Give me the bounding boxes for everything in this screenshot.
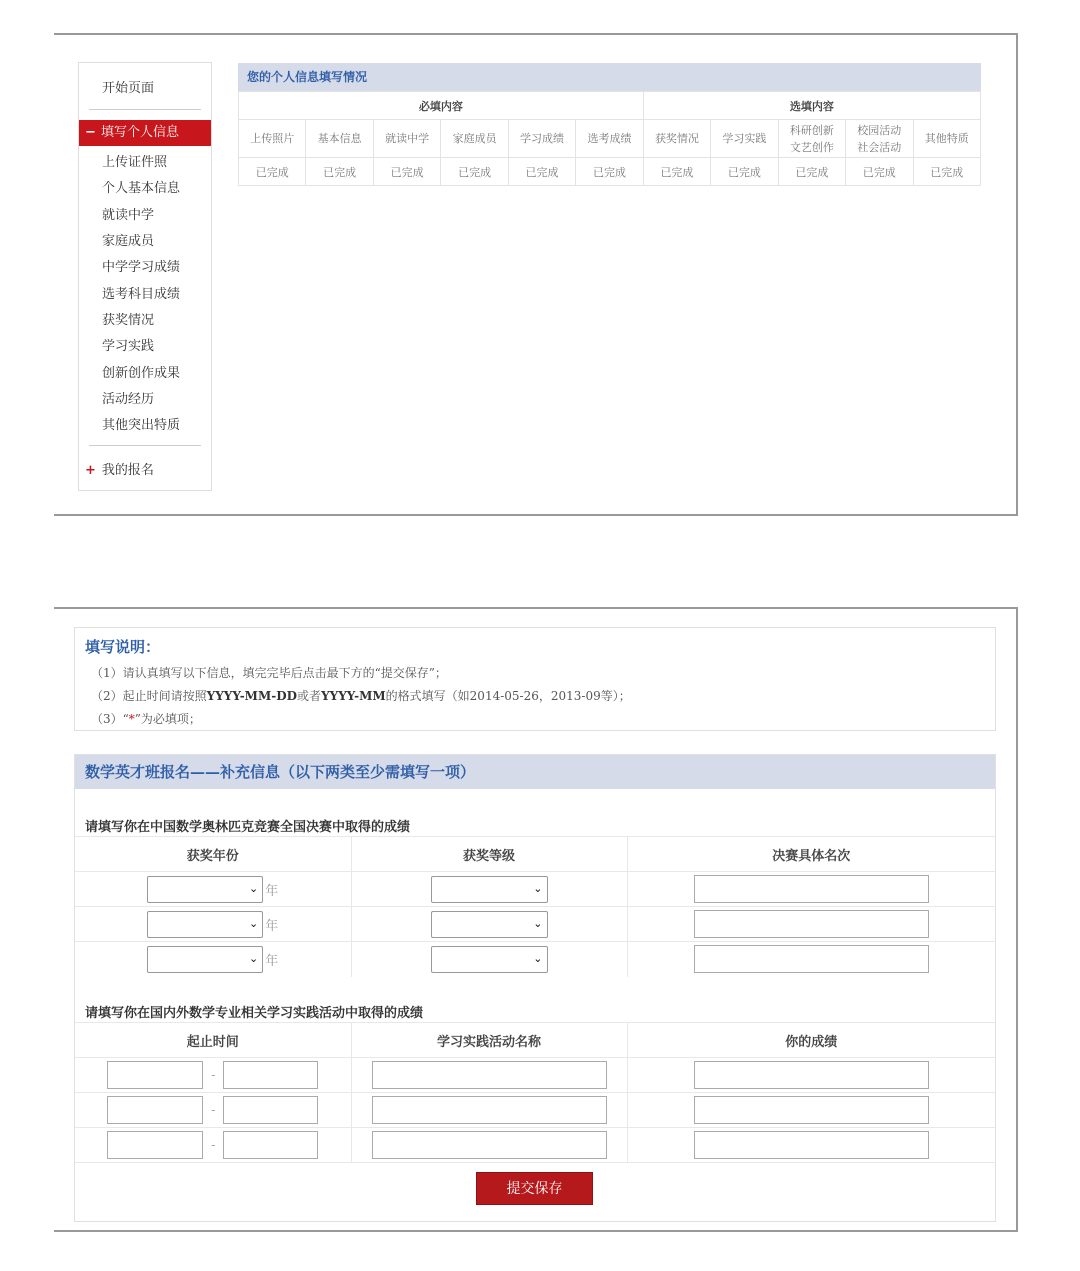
column-header: 决赛具体名次 [627, 837, 995, 872]
sidebar-subitem[interactable]: 中学学习成绩 [102, 260, 181, 275]
award-level-select[interactable] [431, 946, 548, 973]
sidebar-item-label: 我的报名 [101, 463, 154, 478]
column-header: 获奖情况 [643, 120, 710, 158]
sidebar-subitem[interactable]: 其他突出特质 [102, 418, 181, 433]
result-cell [627, 1093, 995, 1128]
level-cell [351, 907, 627, 942]
status-value: 已完成 [239, 158, 306, 186]
supplement-form [74, 754, 996, 1222]
date-range-cell [75, 1058, 351, 1093]
status-value: 已完成 [576, 158, 643, 186]
final-rank-input[interactable] [694, 945, 929, 973]
activity-name-input[interactable] [372, 1096, 607, 1124]
chevron-down-icon: ⌄ [249, 881, 259, 895]
column-header: 上传照片 [239, 120, 306, 158]
year-cell [75, 942, 351, 977]
instructions-box [74, 627, 996, 731]
final-rank-input[interactable] [694, 910, 929, 938]
column-header: 获奖等级 [351, 837, 627, 872]
award-level-select[interactable] [431, 876, 548, 903]
column-header: 起止时间 [75, 1023, 351, 1058]
date-range-cell [75, 1093, 351, 1128]
status-panel [238, 63, 981, 186]
practice-table [75, 1022, 995, 1164]
award-level-select[interactable] [431, 911, 548, 938]
column-header: 就读中学 [373, 120, 440, 158]
year-cell [75, 872, 351, 907]
chevron-down-icon: ⌄ [533, 881, 543, 895]
sidebar-subitem[interactable]: 上传证件照 [102, 155, 168, 170]
sidebar-item-fill-info[interactable] [79, 120, 211, 146]
level-cell [351, 942, 627, 977]
activity-cell [351, 1058, 627, 1093]
rank-cell [627, 907, 995, 942]
form-screenshot [54, 607, 1018, 1232]
sidebar-subitem[interactable]: 个人基本信息 [102, 181, 181, 196]
olympiad-table [75, 836, 995, 977]
rank-cell [627, 942, 995, 977]
year-suffix: 年 [265, 883, 279, 899]
sidebar-divider [89, 445, 201, 446]
start-date-input[interactable] [107, 1131, 203, 1159]
year-cell [75, 907, 351, 942]
start-date-input[interactable] [107, 1061, 203, 1089]
column-header: 获奖年份 [75, 837, 351, 872]
section-title-practice: 请填写你在国内外数学专业相关学习实践活动中取得的成绩 [85, 1006, 424, 1021]
sidebar-divider [89, 109, 201, 110]
column-header: 学习实践活动名称 [351, 1023, 627, 1058]
award-year-select[interactable] [147, 911, 263, 938]
status-value: 已完成 [846, 158, 913, 186]
award-year-select[interactable] [147, 946, 263, 973]
required-group-header: 必填内容 [239, 92, 644, 120]
range-dash: - [211, 1068, 216, 1082]
sidebar-subitem[interactable]: 活动经历 [102, 392, 155, 407]
instructions-title: 填写说明： [85, 638, 161, 656]
year-suffix: 年 [265, 918, 279, 934]
optional-group-header: 选填内容 [643, 92, 980, 120]
column-header: 科研创新 文艺创作 [778, 120, 845, 158]
status-title: 您的个人信息填写情况 [238, 63, 981, 91]
status-value: 已完成 [643, 158, 710, 186]
column-header: 基本信息 [306, 120, 373, 158]
result-cell [627, 1128, 995, 1163]
result-input[interactable] [694, 1096, 929, 1124]
column-header: 校园活动 社会活动 [846, 120, 913, 158]
chevron-down-icon: ⌄ [533, 916, 543, 930]
instruction-line: （2）起止时间请按照YYYY-MM-DD或者YYYY-MM的格式填写（如2014-05-26，2013-09等）； [91, 689, 631, 703]
chevron-down-icon: ⌄ [249, 951, 259, 965]
activity-cell [351, 1093, 627, 1128]
column-header: 学习成绩 [508, 120, 575, 158]
chevron-down-icon: ⌄ [249, 916, 259, 930]
required-star: * [128, 712, 135, 726]
status-screenshot [54, 33, 1018, 516]
award-year-select[interactable] [147, 876, 263, 903]
status-value: 已完成 [913, 158, 980, 186]
instruction-line: （1）请认真填写以下信息，填完完毕后点击最下方的“提交保存”； [91, 666, 447, 680]
table-bottom-rule [75, 1163, 995, 1164]
collapse-icon: − [85, 125, 96, 140]
activity-cell [351, 1128, 627, 1163]
range-dash: - [211, 1138, 216, 1152]
range-dash: - [211, 1103, 216, 1117]
final-rank-input[interactable] [694, 875, 929, 903]
section-title-olympiad: 请填写你在中国数学奥林匹克竞赛全国决赛中取得的成绩 [85, 820, 411, 835]
sidebar-subitem[interactable]: 创新创作成果 [102, 366, 181, 381]
year-suffix: 年 [265, 953, 279, 969]
sidebar-item-my-registration[interactable] [85, 459, 154, 478]
column-header: 你的成绩 [627, 1023, 995, 1058]
end-date-input[interactable] [223, 1061, 318, 1089]
sidebar-subitem[interactable]: 就读中学 [102, 208, 155, 223]
expand-icon: + [85, 463, 96, 478]
sidebar-nav [78, 62, 212, 491]
status-value: 已完成 [711, 158, 778, 186]
status-table [238, 91, 981, 186]
result-input[interactable] [694, 1061, 929, 1089]
activity-name-input[interactable] [372, 1061, 607, 1089]
rank-cell [627, 872, 995, 907]
end-date-input[interactable] [223, 1131, 318, 1159]
chevron-down-icon: ⌄ [533, 951, 543, 965]
result-input[interactable] [694, 1131, 929, 1159]
status-value: 已完成 [441, 158, 508, 186]
column-header: 选考成绩 [576, 120, 643, 158]
level-cell [351, 872, 627, 907]
sidebar-subitem[interactable]: 获奖情况 [102, 313, 155, 328]
status-value: 已完成 [373, 158, 440, 186]
status-value: 已完成 [778, 158, 845, 186]
sidebar-subitem[interactable]: 选考科目成绩 [102, 287, 181, 302]
start-date-input[interactable] [107, 1096, 203, 1124]
column-header: 学习实践 [711, 120, 778, 158]
date-range-cell [75, 1128, 351, 1163]
instruction-line: （3）“*”为必填项； [91, 712, 201, 726]
status-value: 已完成 [508, 158, 575, 186]
column-header: 其他特质 [913, 120, 980, 158]
submit-save-button[interactable]: 提交保存 [476, 1172, 593, 1205]
result-cell [627, 1058, 995, 1093]
activity-name-input[interactable] [372, 1131, 607, 1159]
status-value: 已完成 [306, 158, 373, 186]
sidebar-subitem[interactable]: 学习实践 [102, 339, 155, 354]
sidebar-item-label: 填写个人信息 [101, 125, 180, 140]
sidebar-item-start[interactable]: 开始页面 [102, 81, 155, 96]
column-header: 家庭成员 [441, 120, 508, 158]
form-title: 数学英才班报名——补充信息（以下两类至少需填写一项） [75, 755, 995, 789]
sidebar-subitem[interactable]: 家庭成员 [102, 234, 155, 249]
end-date-input[interactable] [223, 1096, 318, 1124]
